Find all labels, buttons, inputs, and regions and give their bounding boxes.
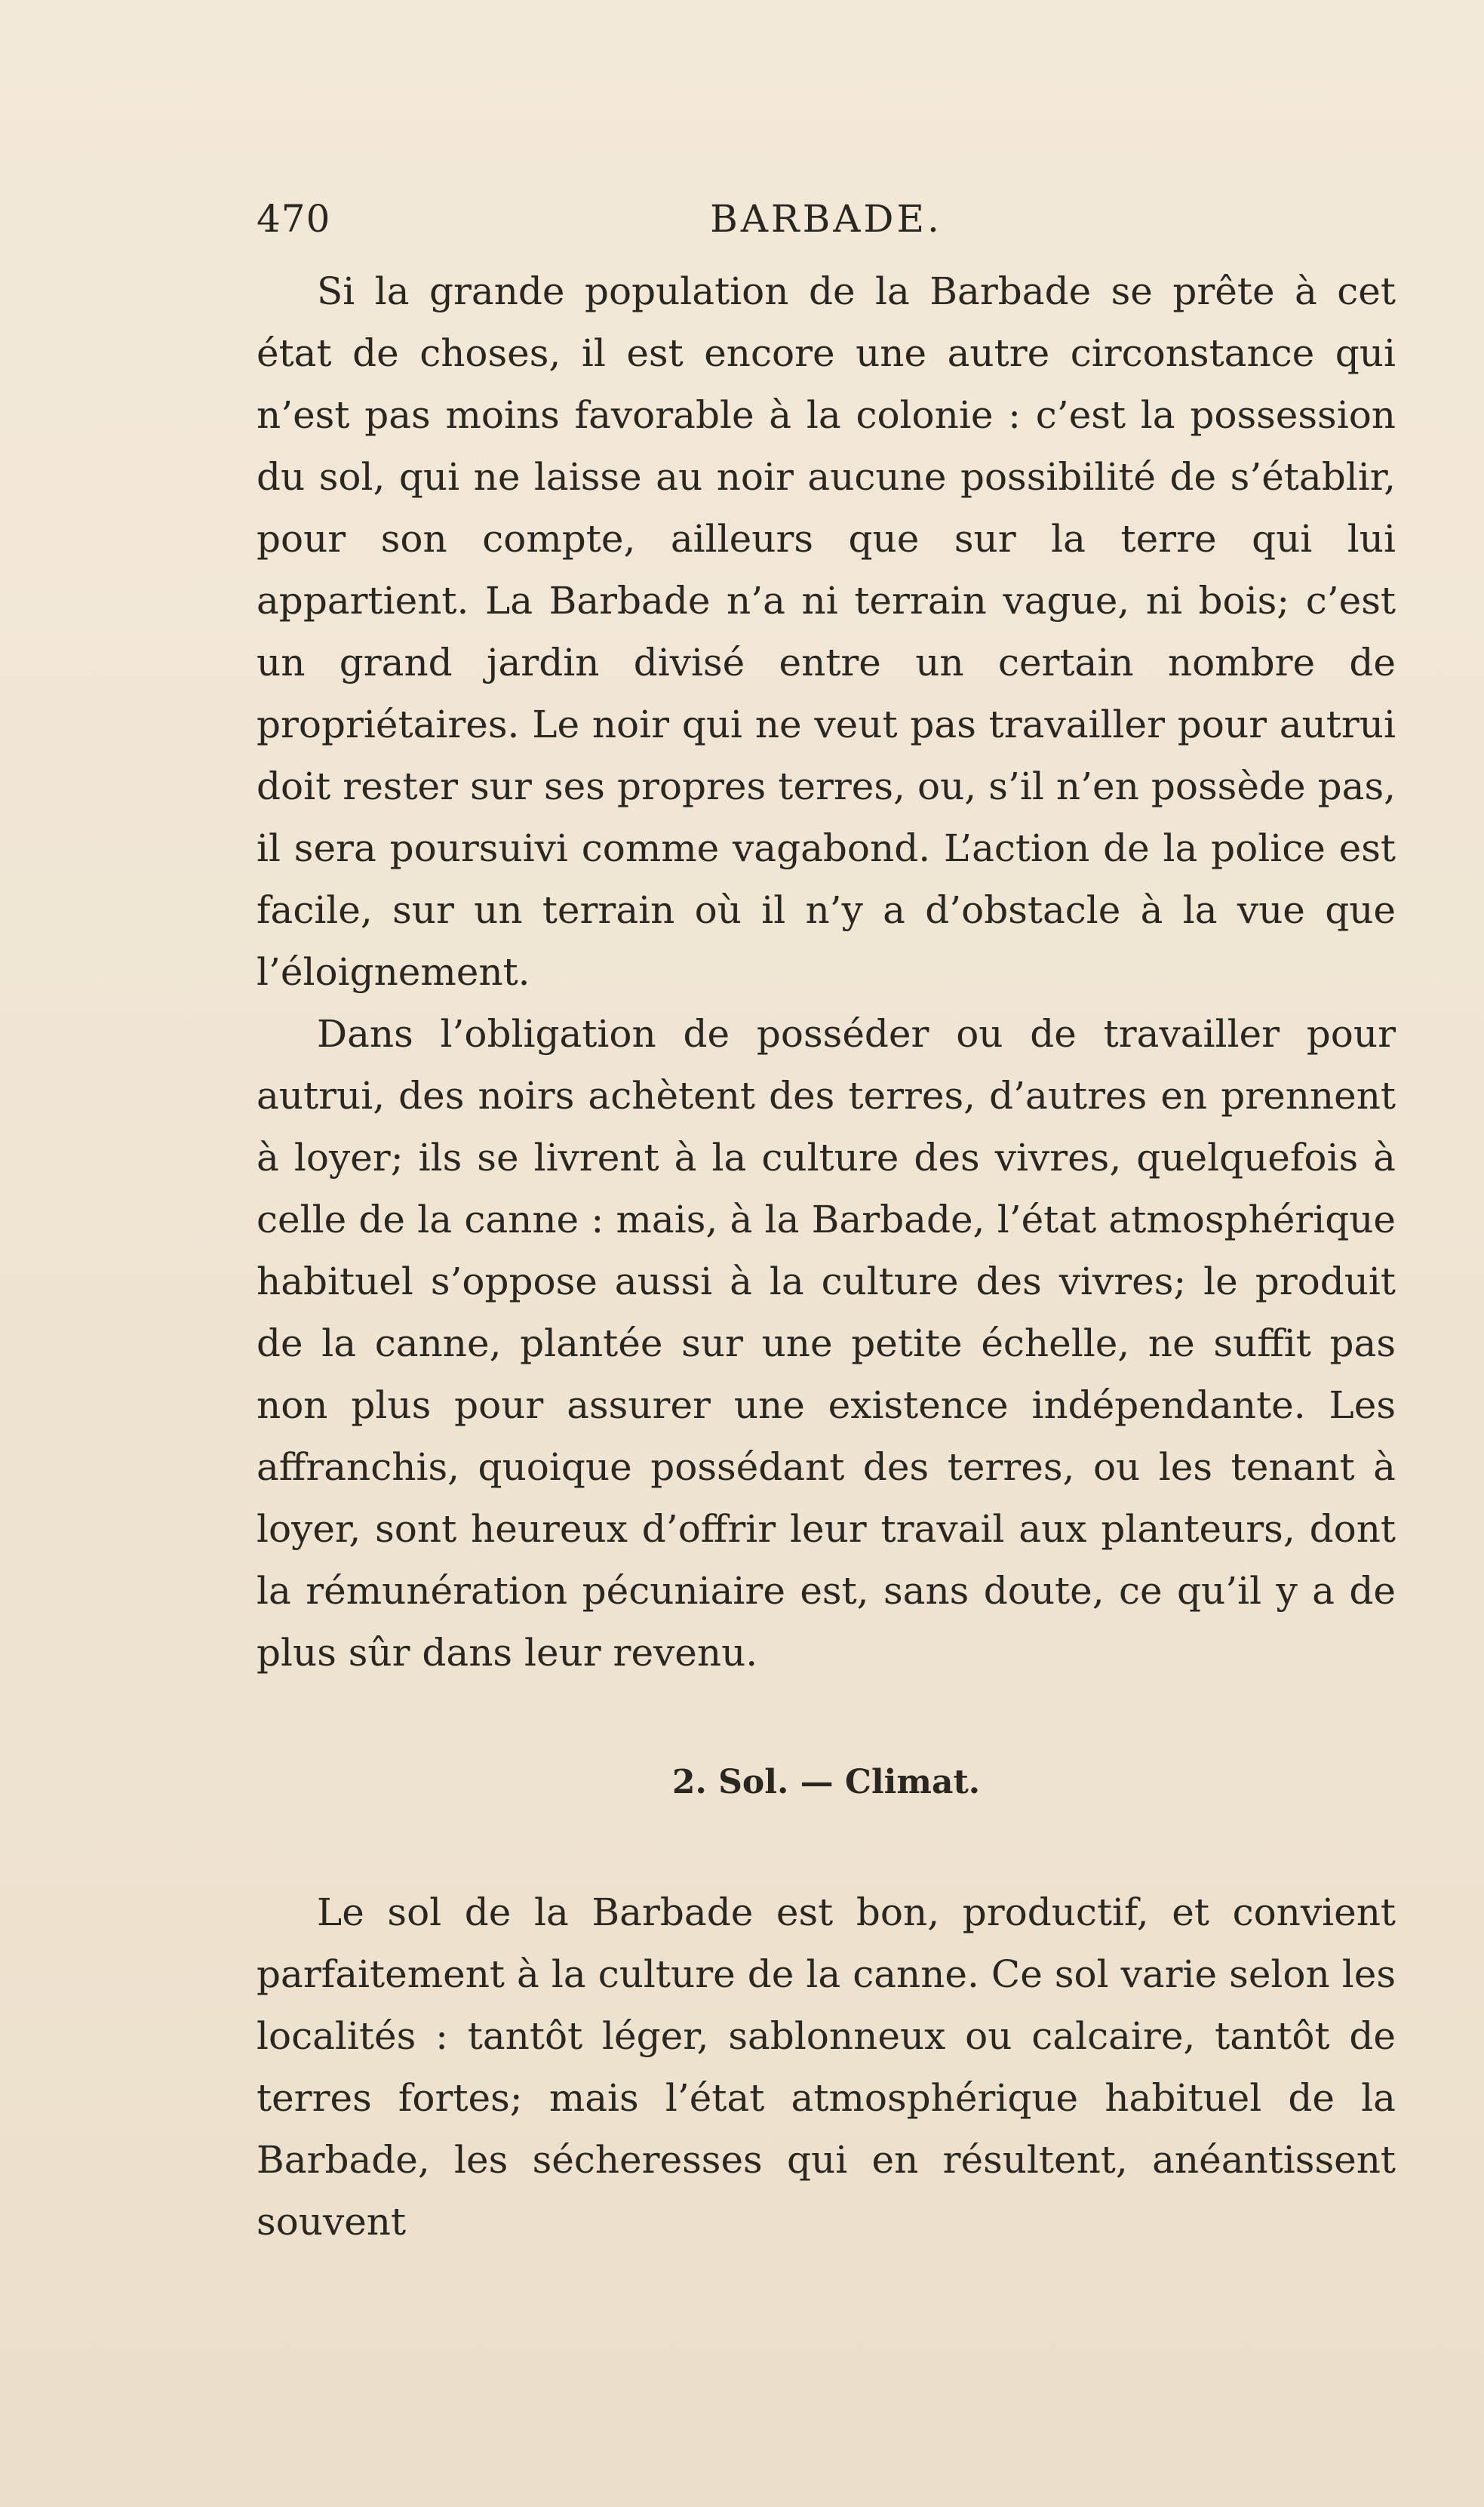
page-body xyxy=(257,260,1396,2253)
page-number: 470 xyxy=(257,197,331,241)
paragraph-3: Le sol de la Barbade est bon, productif, et convient parfaitement à la culture de la canne. Ce sol varie selon les localités : tantôt léger, sablonneux ou calcaire, tantôt de terres fortes; mais l’état atmosphérique habituel de la Barbade, les sécheresses qui en résultent, anéantissent souvent xyxy=(257,1890,1396,2244)
paragraph-1: Si la grande population de la Barbade se prête à cet état de choses, il est encore une autre circonstance qui n’est pas moins favorable à la colonie : c’est la possession du sol, qui ne laisse au noir aucune possibilité de s’établir, pour son compte, ailleurs que sur la terre qui lui appartient. La Barbade n’a ni terrain vague, ni bois; c’est un grand jardin divisé entre un certain nombre de propriétaires. Le noir qui ne veut pas travailler pour autrui doit rester sur ses propres terres, ou, s’il n’en possède pas, il sera poursuivi comme vagabond. L’action de la police est facile, sur un terrain où il n’y a d’obstacle à la vue que l’éloignement. xyxy=(257,269,1396,994)
page-header xyxy=(257,189,1396,249)
running-head: BARBADE. xyxy=(710,197,942,241)
section-heading: 2. Sol. — Climat. xyxy=(671,1763,981,1801)
paragraph-2: Dans l’obligation de posséder ou de travailler pour autrui, des noirs achètent des terres, d’autres en prennent à loyer; ils se livrent à la culture des vivres, quelquefois à celle de la canne : mais, à la Barbade, l’état atmosphérique habituel s’oppose aussi à la culture des vivres; le produit de la canne, plantée sur une petite échelle, ne suffit pas non plus pour assurer une existence indépendante. Les affranchis, quoique possédant des terres, ou les tenant à loyer, sont heureux d’offrir leur travail aux planteurs, dont la rémunération pécuniaire est, sans doute, ce qu’il y a de plus sûr dans leur revenu. xyxy=(257,1012,1396,1675)
